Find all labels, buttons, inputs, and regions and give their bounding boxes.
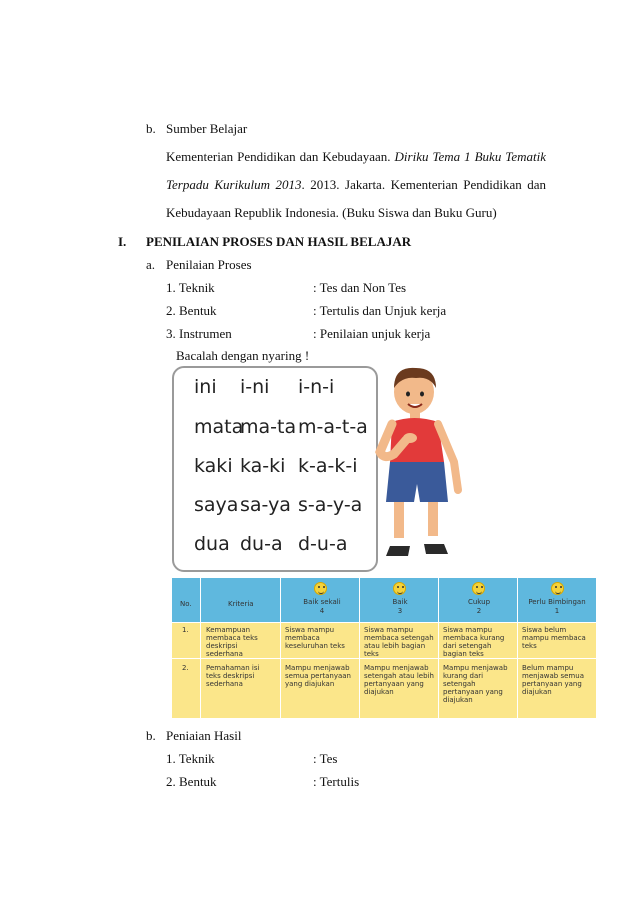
- header-criteria: Kriteria: [228, 600, 254, 608]
- header-score: 3: [397, 607, 403, 615]
- reading-word-box: [172, 366, 378, 572]
- sumber-book-title-2: Terpadu Kurikulum 2013: [166, 177, 302, 192]
- proses-item-value: : Tertulis dan Unjuk kerja: [313, 303, 447, 318]
- boy-illustration: [370, 362, 470, 572]
- smiley-icon: [393, 582, 406, 595]
- smiley-icon: [472, 582, 485, 595]
- row-number: 1.: [182, 626, 189, 634]
- reading-word: ka-ki: [240, 455, 286, 477]
- proses-item-value: : Tes dan Non Tes: [313, 280, 407, 295]
- reading-word: m-a-t-a: [298, 416, 368, 438]
- header-level: Baik sekali: [303, 598, 341, 606]
- reading-word: saya: [194, 494, 239, 516]
- hasil-item-label: 2. Bentuk: [166, 774, 217, 789]
- sumber-line-3: Kebudayaan Republik Indonesia. (Buku Siswa dan Buku Guru): [166, 205, 497, 220]
- header-level: Perlu Bimbingan: [528, 598, 586, 606]
- hasil-item-value: : Tertulis: [313, 774, 360, 789]
- header-score: 4: [319, 607, 325, 615]
- reading-word: i-n-i: [298, 376, 335, 398]
- table-cell: Siswa mampu membaca keseluruhan teks: [285, 626, 345, 650]
- table-cell: Kemampuan membaca teks deskripsi sederhana: [206, 626, 258, 658]
- table-cell: Mampu menjawab semua pertanyaan yang diajukan: [285, 664, 351, 688]
- reading-word: sa-ya: [240, 494, 291, 516]
- hasil-item-label: 1. Teknik: [166, 751, 215, 766]
- header-score: 2: [476, 607, 482, 615]
- list-marker: b.: [146, 121, 156, 136]
- sumber-line-1: [166, 149, 546, 167]
- reading-word: du-a: [240, 533, 283, 555]
- table-cell: Siswa mampu membaca setengah atau lebih bagian teks: [364, 626, 434, 658]
- table-cell: Pemahaman isi teks deskripsi sederhana: [206, 664, 260, 688]
- reading-word: kaki: [194, 455, 233, 477]
- reading-word: dua: [194, 533, 230, 555]
- header-level: Baik: [392, 598, 408, 606]
- smiley-icon: [314, 582, 327, 595]
- hasil-item-value: : Tes: [313, 751, 338, 766]
- smiley-icon: [551, 582, 564, 595]
- proses-item-label: 1. Teknik: [166, 280, 215, 295]
- header-score: 1: [554, 607, 560, 615]
- sumber-heading: Sumber Belajar: [166, 121, 248, 136]
- section-marker: I.: [118, 234, 127, 249]
- reading-word: ma-ta: [240, 416, 297, 438]
- header-no: No.: [180, 600, 192, 608]
- table-cell: Siswa mampu membaca kurang dari setengah bagian teks: [443, 626, 505, 658]
- sumber-publisher: Kementerian Pendidikan dan Kebudayaan.: [166, 149, 391, 164]
- table-cell: Mampu menjawab kurang dari setengah pertanyaan yang diajukan: [443, 664, 508, 704]
- proses-item-label: 3. Instrumen: [166, 326, 232, 341]
- list-marker: a.: [146, 257, 156, 272]
- sumber-year-city: . 2013. Jakarta. Kementerian Pendidikan dan: [301, 177, 546, 192]
- hasil-heading: Peniaian Hasil: [166, 728, 242, 743]
- proses-item-value: : Penilaian unjuk kerja: [313, 326, 431, 341]
- reading-word: ini: [194, 376, 217, 398]
- table-cell: Mampu menjawab setengah atau lebih pertanyaan yang diajukan: [364, 664, 434, 696]
- reading-word: s-a-y-a: [298, 494, 363, 516]
- header-level: Cukup: [467, 598, 491, 606]
- sumber-line-2: [166, 177, 546, 195]
- row-number: 2.: [182, 664, 189, 672]
- reading-instruction: Bacalah dengan nyaring !: [176, 348, 310, 363]
- list-marker: b.: [146, 728, 156, 743]
- table-cell: Siswa belum mampu membaca teks: [522, 626, 586, 650]
- sumber-book-title-1: Diriku Tema 1 Buku Tematik: [394, 149, 546, 164]
- reading-word: d-u-a: [298, 533, 348, 555]
- proses-item-label: 2. Bentuk: [166, 303, 217, 318]
- table-cell: Belum mampu menjawab semua pertanyaan yang diajukan: [522, 664, 584, 696]
- reading-word: i-ni: [240, 376, 270, 398]
- rubric-table: [172, 578, 596, 718]
- reading-word: mata: [194, 416, 244, 438]
- reading-word: k-a-k-i: [298, 455, 358, 477]
- proses-heading: Penilaian Proses: [166, 257, 252, 272]
- section-title: PENILAIAN PROSES DAN HASIL BELAJAR: [146, 234, 412, 249]
